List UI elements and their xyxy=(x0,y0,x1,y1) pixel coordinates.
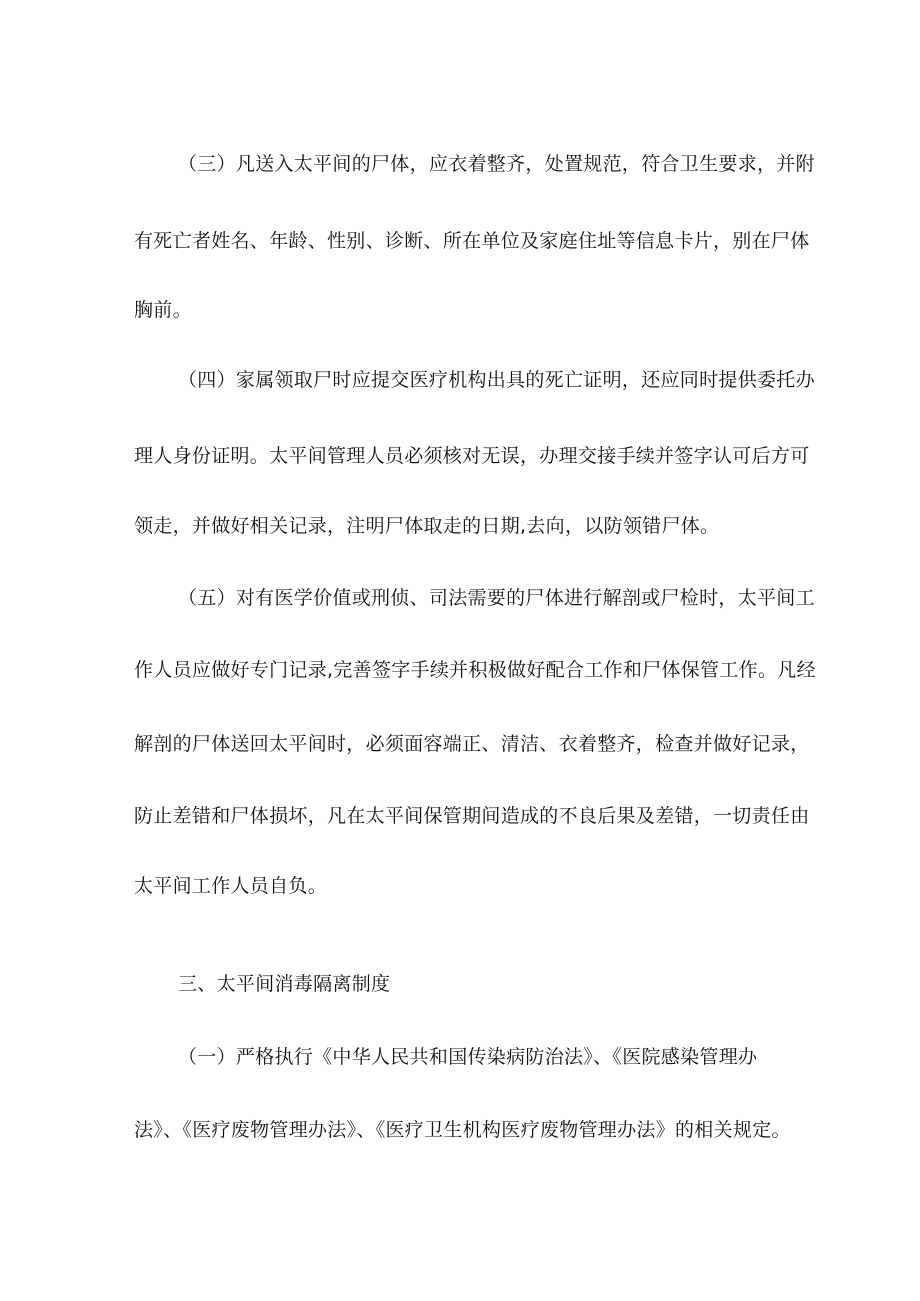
paragraph-2-line-1: （四）家属领取尸时应提交医疗机构出具的死亡证明，还应同时提供委托办 xyxy=(178,369,815,391)
paragraph-4-line-1: （一）严格执行《中华人民共和国传染病防治法》、《医院感染管理办 xyxy=(178,1046,758,1068)
section-heading: 三、太平间消毒隔离制度 xyxy=(178,973,391,995)
paragraph-2-line-2: 理人身份证明。太平间管理人员必须核对无误，办理交接手续并签字认可后方可 xyxy=(134,445,810,467)
paragraph-1-line-1: （三）凡送入太平间的尸体，应衣着整齐，处置规范，符合卫生要求，并附 xyxy=(178,153,815,175)
paragraph-4-line-2: 法》、《医疗废物管理办法》、《医疗卫生机构医疗废物管理办法》的相关规定。 xyxy=(134,1119,791,1141)
paragraph-1-line-2: 有死亡者姓名、年龄、性别、诊断、所在单位及家庭住址等信息卡片，别在尸体 xyxy=(134,230,810,252)
paragraph-1-line-3: 胸前。 xyxy=(134,299,192,321)
paragraph-3-line-3: 解剖的尸体送回太平间时，必须面容端正、清洁、衣着整齐，检查并做好记录， xyxy=(134,733,810,755)
paragraph-2-line-3: 领走，并做好相关记录，注明尸体取走的日期,去向，以防领错尸体。 xyxy=(134,515,720,537)
paragraph-3-line-5: 太平间工作人员自负。 xyxy=(134,875,328,897)
paragraph-3-line-4: 防止差错和尸体损坏，凡在太平间保管期间造成的不良后果及差错，一切责任由 xyxy=(134,805,810,827)
paragraph-3-line-2: 作人员应做好专门记录,完善签字手续并积极做好配合工作和尸体保管工作。凡经 xyxy=(134,659,816,681)
paragraph-3-line-1: （五）对有医学价值或刑侦、司法需要的尸体进行解剖或尸检时，太平间工 xyxy=(178,587,815,609)
